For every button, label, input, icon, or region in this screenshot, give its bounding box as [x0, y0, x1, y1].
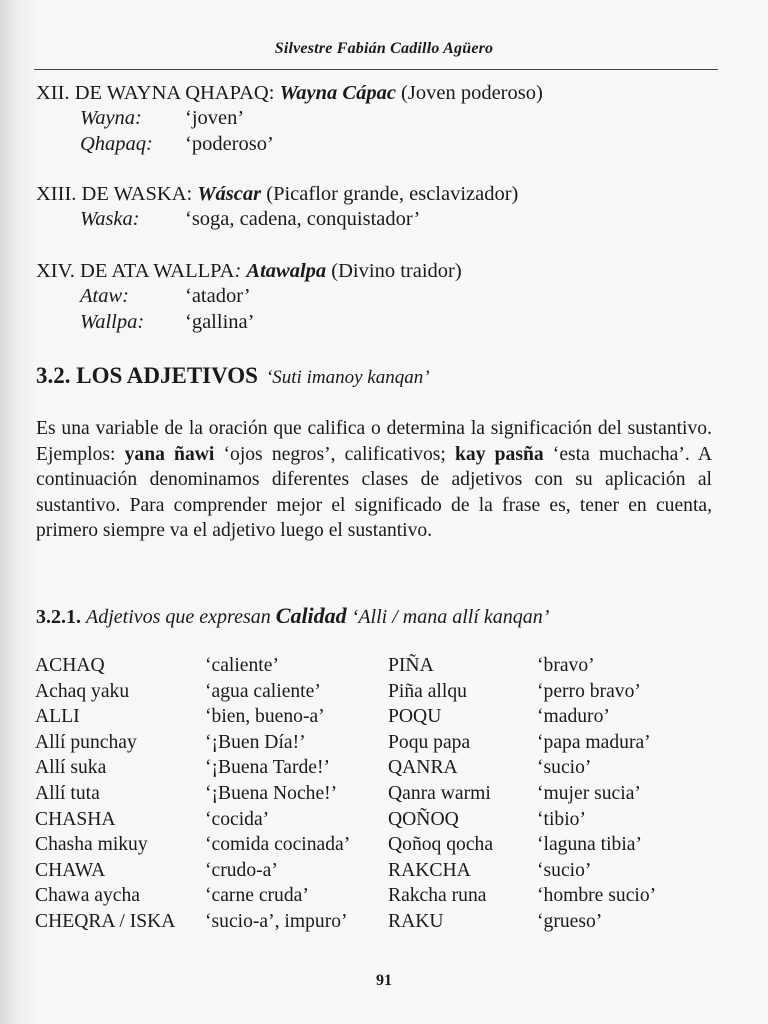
- entry-name: Wayna Cápac: [279, 82, 396, 104]
- vocab-meaning: ‘hombre sucio’: [537, 885, 657, 907]
- vocab-term: Rakcha runa: [388, 885, 487, 907]
- sub-term: Wallpa:: [80, 311, 145, 333]
- subsection-heading: [36, 603, 549, 629]
- sub-meaning: ‘joven’: [185, 107, 245, 129]
- vocab-row: [0, 860, 768, 886]
- vocab-term: CHASHA: [35, 808, 116, 830]
- vocab-term: Allí suka: [35, 757, 107, 779]
- vocab-term: RAKU: [388, 911, 444, 932]
- sub-meaning: ‘soga, cadena, conquistador’: [185, 208, 421, 230]
- vocab-term: Allí tuta: [35, 783, 100, 804]
- entry-name: Atawalpa: [246, 260, 327, 282]
- vocab-meaning: ‘sucio’: [537, 757, 592, 779]
- vocab-term: Qoñoq qocha: [388, 834, 494, 856]
- vocab-term: Chawa aycha: [35, 885, 140, 907]
- page-number: 91: [376, 972, 392, 989]
- vocab-row: [0, 911, 768, 937]
- entry-prefix: XII. DE WAYNA QHAPAQ:: [36, 82, 280, 104]
- vocab-meaning: ‘¡Buena Noche!’: [205, 783, 338, 804]
- vocab-row: [0, 732, 768, 758]
- section-title: 3.2. LOS ADJETIVOS: [36, 363, 258, 388]
- sub-term: Waska:: [80, 208, 140, 230]
- entry-xiii: [36, 181, 518, 207]
- vocab-meaning: ‘grueso’: [537, 911, 603, 932]
- entry-xii: [36, 80, 543, 106]
- vocab-row: [0, 783, 768, 809]
- vocab-term: ALLI: [35, 706, 80, 728]
- para-example-bold: yana ñawi: [124, 443, 215, 465]
- vocab-meaning: ‘sucio-a’, impuro’: [205, 911, 348, 932]
- entry-gloss: (Divino traidor): [326, 260, 462, 282]
- sub-term: Wayna:: [80, 107, 142, 129]
- vocab-meaning: ‘tibio’: [537, 808, 586, 830]
- sub-term: Qhapaq:: [80, 133, 153, 155]
- vocab-row: [0, 655, 768, 681]
- vocab-meaning: ‘agua caliente’: [205, 680, 321, 702]
- vocab-term: Allí punchay: [35, 731, 137, 753]
- sub-meaning: ‘gallina’: [185, 311, 255, 333]
- entry-prefix: XIII. DE WASKA:: [36, 183, 198, 205]
- para-text: ‘ojos negros’, calificativos;: [214, 443, 455, 465]
- vocab-term: QOÑOQ: [388, 808, 459, 830]
- sub-meaning: ‘poderoso’: [185, 133, 274, 155]
- subsection-number: 3.2.1.: [36, 606, 81, 628]
- vocab-term: Achaq yaku: [35, 680, 130, 702]
- vocab-meaning: ‘laguna tibia’: [537, 834, 643, 856]
- vocab-term: RAKCHA: [388, 859, 471, 881]
- vocab-row: [0, 885, 768, 911]
- vocab-row: [0, 681, 768, 707]
- section-subtitle: ‘Suti imanoy kanqan’: [265, 367, 430, 388]
- body-paragraph: [36, 416, 712, 544]
- entry-xiv: [36, 258, 462, 284]
- header-rule: [34, 69, 718, 70]
- vocab-term: Chasha mikuy: [35, 834, 148, 856]
- vocab-meaning: ‘bravo’: [537, 655, 595, 676]
- vocab-meaning: ‘papa madura’: [537, 731, 651, 753]
- vocab-term: Poqu papa: [388, 731, 471, 753]
- running-header: Silvestre Fabián Cadillo Agüero: [274, 40, 494, 57]
- para-example-bold: kay pasña: [455, 443, 544, 465]
- vocab-row: [0, 834, 768, 860]
- vocab-meaning: ‘comida cocinada’: [205, 834, 351, 856]
- vocab-meaning: ‘cocida’: [205, 808, 270, 830]
- vocab-term: POQU: [388, 706, 442, 728]
- vocab-meaning: ‘caliente’: [205, 655, 279, 676]
- vocab-term: Qanra warmi: [388, 783, 491, 804]
- vocab-term: QANRA: [388, 757, 458, 779]
- vocab-meaning: ‘maduro’: [537, 706, 610, 728]
- vocab-row: [0, 706, 768, 732]
- vocab-term: PIÑA: [388, 655, 434, 676]
- vocab-meaning: ‘bien, bueno-a’: [205, 706, 325, 728]
- vocab-meaning: ‘sucio’: [537, 859, 592, 881]
- sub-term: Ataw:: [80, 285, 129, 307]
- vocab-row: [0, 809, 768, 835]
- para-text: ‘esta muchacha’. A continuación denominamos diferentes clases de adjetivos con su aplicación al sustantivo. Para comprender mejor el significado de la frase es, tener en cuenta, primero siempre va el adjetivo luego el sustantivo.: [36, 443, 713, 542]
- vocab-term: Piña allqu: [388, 680, 467, 702]
- vocab-row: [0, 757, 768, 783]
- entry-gloss: (Joven poderoso): [395, 82, 543, 104]
- vocab-meaning: ‘carne cruda’: [205, 885, 309, 907]
- para-text: Es una variable de la oración que califica o determina la significación del sustantivo. Ejemplos:: [36, 418, 712, 465]
- vocab-meaning: ‘¡Buena Tarde!’: [205, 757, 331, 779]
- vocab-meaning: ‘perro bravo’: [537, 680, 641, 702]
- vocab-meaning: ‘crudo-a’: [205, 859, 278, 881]
- subsection-quechua: ‘Alli / mana allí kanqan’: [351, 606, 550, 628]
- entry-colon: :: [234, 260, 247, 282]
- vocab-term: CHEQRA / ISKA: [35, 911, 176, 932]
- entry-prefix: XIV. DE ATA WALLPA: [36, 260, 235, 282]
- entry-name: Wáscar: [197, 183, 262, 205]
- vocab-term: CHAWA: [35, 859, 106, 881]
- vocab-meaning: ‘mujer sucia’: [537, 783, 641, 804]
- section-heading: [36, 363, 430, 389]
- vocab-meaning: ‘¡Buen Día!’: [205, 731, 306, 753]
- sub-meaning: ‘atador’: [185, 285, 251, 307]
- subsection-keyword: Calidad: [275, 603, 347, 628]
- entry-gloss: (Picaflor grande, esclavizador): [261, 183, 519, 205]
- vocab-term: ACHAQ: [35, 655, 105, 676]
- subsection-lead: Adjetivos que expresan: [86, 606, 271, 628]
